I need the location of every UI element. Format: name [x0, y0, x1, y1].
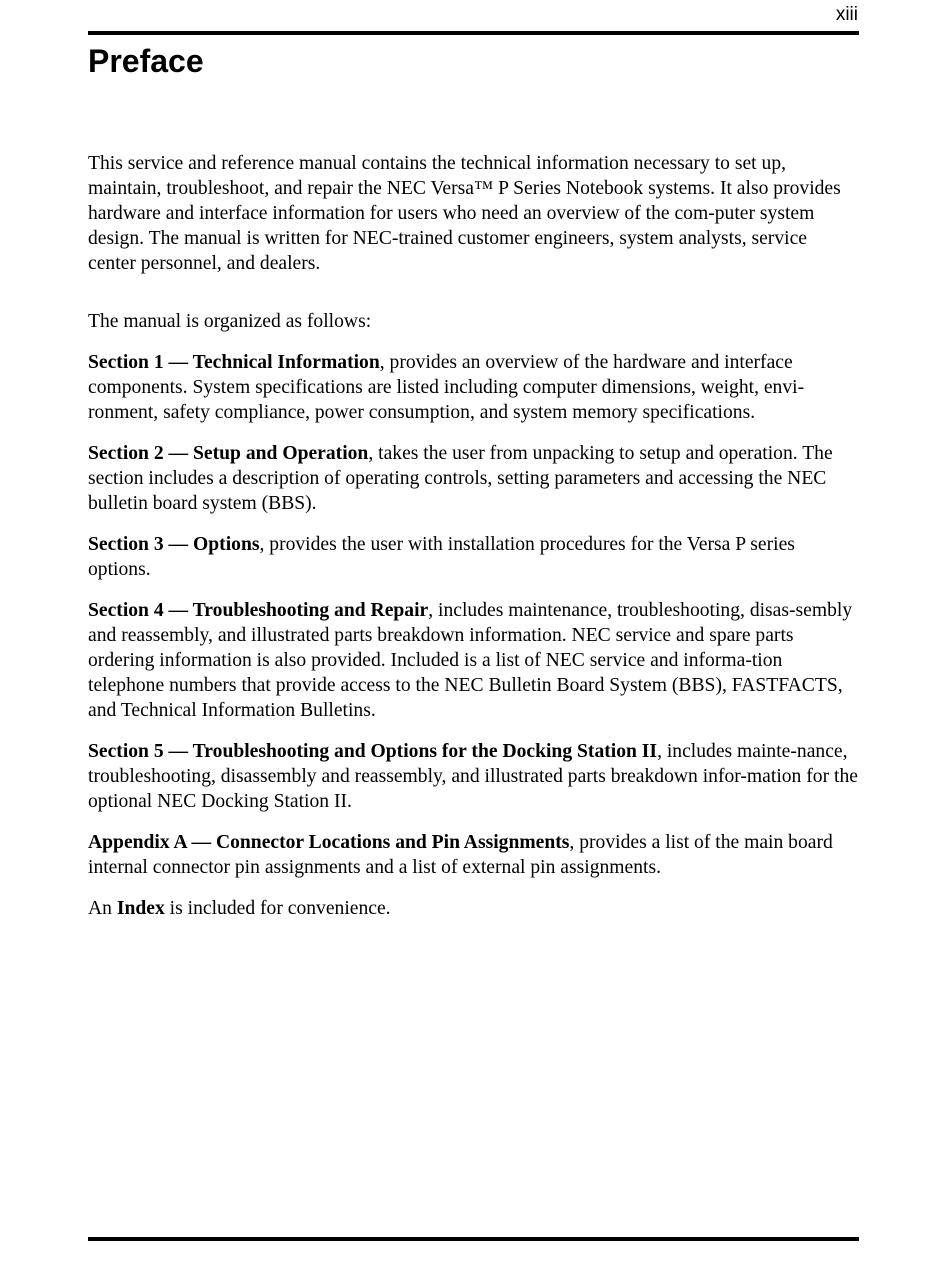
section-5-heading: Section 5 — Troubleshooting and Options for the Docking Station II: [88, 741, 658, 762]
section-3-text: , provides the user with installation procedures for the Versa P series options.: [88, 534, 795, 580]
top-rule: [88, 31, 859, 35]
section-4-heading: Section 4 — Troubleshooting and Repair: [88, 600, 429, 621]
page-title: Preface: [88, 43, 204, 79]
index-note-suffix: is included for convenience.: [164, 898, 391, 919]
section-2-heading: Section 2 — Setup and Operation: [88, 443, 369, 464]
section-4-text: , includes maintenance, troubleshooting, disas-sembly and reassembly, and illustrated parts breakdown information. NEC service and spare parts ordering information is also provided. Included is a list of NEC service and informa-tion telephone numbers that provide access to the NEC Bulletin Board System (BBS), FASTFACTS, and Technical Information Bulletins.: [88, 600, 853, 721]
appendix-a-heading: Appendix A — Connector Locations and Pin Assignments: [88, 832, 570, 853]
section-2-text: , takes the user from unpacking to setup and operation. The section includes a description of operating controls, setting parameters and accessing the NEC bulletin board system (BBS).: [88, 443, 833, 514]
organization-intro: The manual is organized as follows:: [88, 311, 372, 332]
index-note-bold: Index: [116, 898, 165, 919]
intro-paragraph: This service and reference manual contains the technical information necessary to set up, maintain, troubleshoot, and repair the NEC Versa™ P Series Notebook systems. It also provides hardware and interface information for users who need an overview of the com-puter system design. The manual is written for NEC-trained customer engineers, system analysts, service center personnel, and dealers.: [88, 153, 841, 274]
index-note-prefix: An: [88, 898, 117, 919]
page-number: xiii: [835, 4, 858, 25]
appendix-a-text: , provides a list of the main board internal connector pin assignments and a list of external pin assignments.: [88, 832, 833, 878]
appendix-a-entry: [88, 830, 859, 880]
section-5-entry: [88, 739, 859, 814]
body-text: [88, 151, 859, 921]
bottom-rule: [88, 1237, 859, 1241]
section-5-text: , includes mainte-nance, troubleshooting, disassembly and reassembly, and illustrated parts breakdown infor-mation for the optional NEC Docking Station II.: [88, 741, 858, 812]
section-1-heading: Section 1 — Technical Information: [88, 352, 380, 373]
section-2-entry: [88, 441, 859, 516]
section-1-text: , provides an overview of the hardware and interface components. System specifications are listed including computer dimensions, weight, envi-ronment, safety compliance, power consumption, and system memory specifications.: [88, 352, 805, 423]
section-1-entry: [88, 350, 859, 425]
index-note: [88, 896, 859, 921]
section-4-entry: [88, 598, 859, 723]
section-3-heading: Section 3 — Options: [88, 534, 260, 555]
section-3-entry: [88, 532, 859, 582]
